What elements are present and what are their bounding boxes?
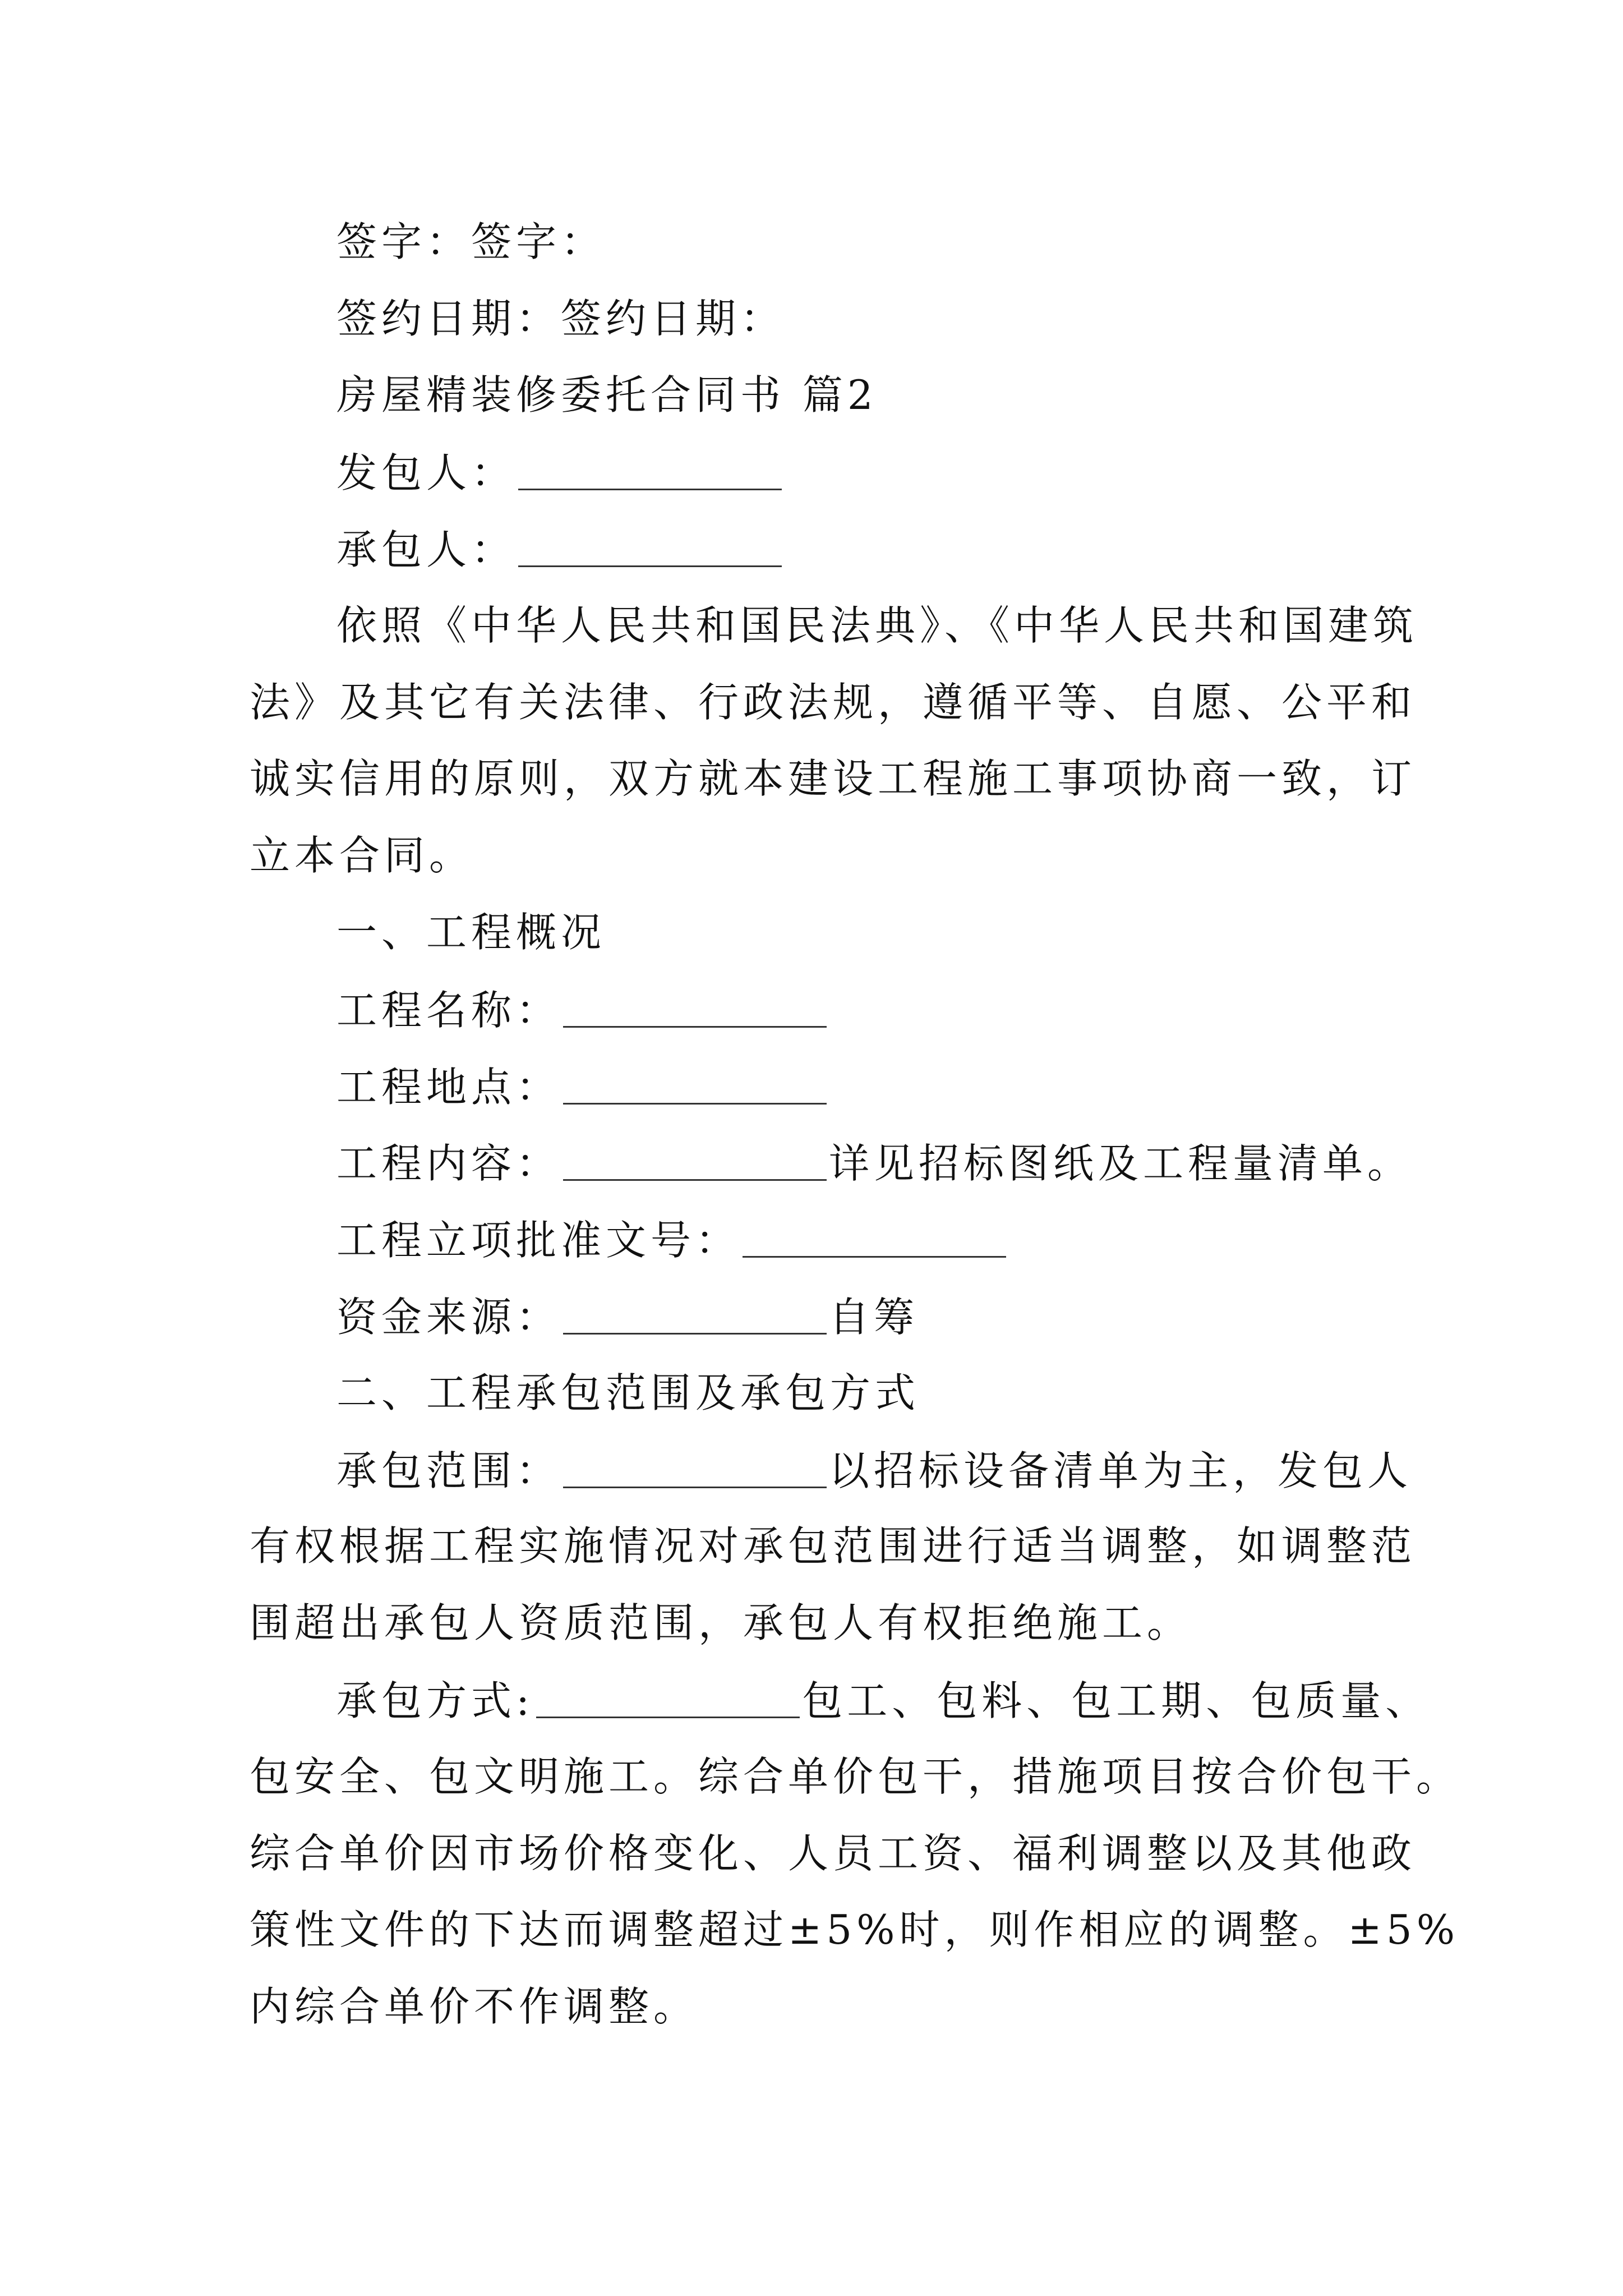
scope-suffix: 以招标设备清单为主，发包人	[829, 1447, 1413, 1494]
method-label: 承包方式:	[336, 1677, 534, 1724]
heading-1-text: 一、工程概况	[336, 909, 606, 956]
employer-blank	[518, 452, 782, 490]
signature-line	[336, 218, 606, 265]
intro-text-1: 依照《中华人民共和国民法典》、《中华人民共和国建筑	[336, 602, 1418, 649]
intro-line-2	[250, 679, 1417, 726]
method-line-4	[250, 1906, 1460, 1953]
scope-line-3	[250, 1599, 1192, 1646]
intro-text-3: 诚实信用的原则，双方就本建设工程施工事项协商一致，订	[250, 755, 1417, 802]
method-line-5	[250, 1983, 699, 2030]
section-title	[336, 371, 878, 418]
method-suffix: 包工、包料、包工期、包质量、	[802, 1677, 1431, 1724]
contractor-line	[336, 526, 784, 573]
date-line	[336, 295, 786, 342]
project-location-line	[336, 1064, 829, 1111]
scope-line-1	[336, 1447, 1413, 1494]
project-content-line	[336, 1140, 1413, 1187]
contractor-label: 承包人：	[336, 526, 517, 573]
method-blank	[536, 1680, 800, 1718]
heading-2-text: 二、工程承包范围及承包方式	[336, 1369, 920, 1416]
intro-line-1	[336, 602, 1418, 649]
heading-project-overview	[336, 909, 606, 956]
funding-blank	[563, 1296, 827, 1335]
intro-text-4: 立本合同。	[250, 832, 474, 879]
scope-label: 承包范围：	[336, 1447, 561, 1494]
contractor-blank	[518, 528, 782, 567]
method-text-3: 综合单价因市场价格变化、人员工资、福利调整以及其他政	[250, 1830, 1417, 1877]
intro-line-3	[250, 755, 1417, 802]
scope-line-2	[250, 1522, 1417, 1570]
approval-number-blank	[743, 1219, 1006, 1258]
heading-contract-scope	[336, 1369, 920, 1416]
project-content-blank	[563, 1142, 827, 1181]
funding-line	[336, 1294, 919, 1341]
approval-number-label: 工程立项批准文号：	[336, 1217, 741, 1264]
method-text-2: 包安全、包文明施工。综合单价包干，措施项目按合价包干。	[250, 1753, 1461, 1800]
signature-text: 签字：签字：	[336, 218, 606, 265]
intro-line-4	[250, 832, 474, 879]
funding-suffix: 自筹	[829, 1294, 919, 1341]
scope-blank	[563, 1450, 827, 1488]
date-text: 签约日期：签约日期：	[336, 295, 786, 342]
project-location-label: 工程地点：	[336, 1064, 561, 1111]
project-location-blank	[563, 1066, 827, 1105]
section-title-text: 房屋精装修委托合同书 篇2	[336, 371, 878, 418]
scope-text-3: 围超出承包人资质范围，承包人有权拒绝施工。	[250, 1599, 1192, 1646]
project-name-label: 工程名称：	[336, 987, 561, 1034]
employer-line	[336, 449, 784, 496]
project-name-line	[336, 987, 829, 1034]
method-line-1	[336, 1677, 1431, 1724]
method-line-3	[250, 1830, 1417, 1877]
funding-label: 资金来源：	[336, 1294, 561, 1341]
scope-text-2: 有权根据工程实施情况对承包范围进行适当调整，如调整范	[250, 1522, 1417, 1570]
intro-text-2: 法》及其它有关法律、行政法规，遵循平等、自愿、公平和	[250, 679, 1417, 726]
method-line-2	[250, 1753, 1461, 1800]
project-content-suffix: 详见招标图纸及工程量清单。	[829, 1140, 1413, 1187]
method-text-5: 内综合单价不作调整。	[250, 1983, 699, 2030]
project-content-label: 工程内容：	[336, 1140, 561, 1187]
employer-label: 发包人：	[336, 449, 517, 496]
approval-number-line	[336, 1217, 1008, 1264]
method-text-4: 策性文件的下达而调整超过±5%时，则作相应的调整。±5%	[250, 1906, 1460, 1953]
project-name-blank	[563, 989, 827, 1028]
